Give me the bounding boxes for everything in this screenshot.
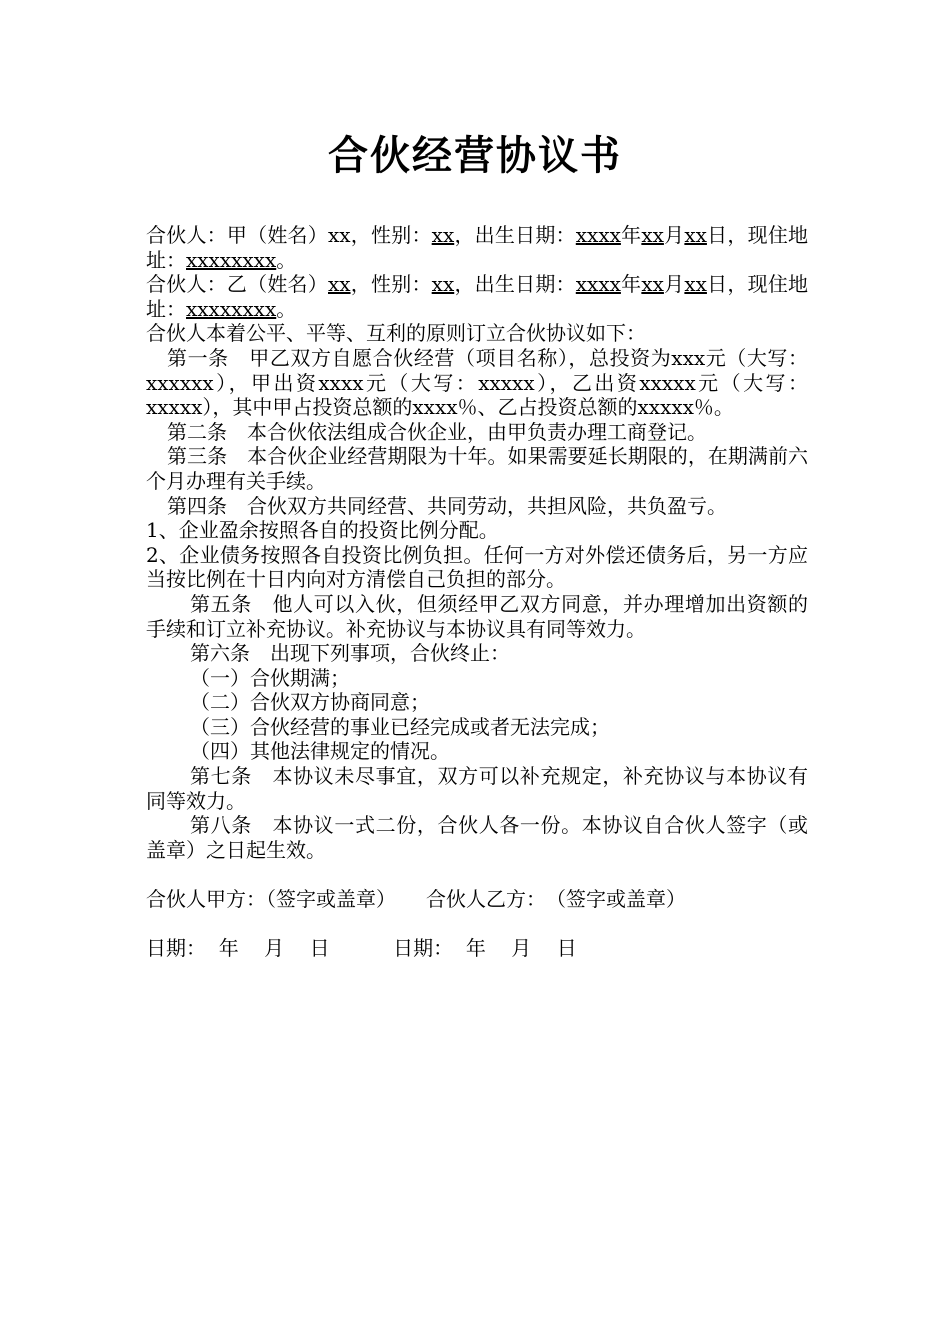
article-8: 第八条 本协议一式二份，合伙人各一份。本协议自合伙人签字（或盖章）之日起生效。: [146, 813, 808, 862]
partner-a-birth-month: xx: [641, 223, 664, 247]
partner-b-name: xx: [328, 272, 351, 297]
article-6-item: （四）其他法律规定的情况。: [190, 739, 450, 764]
partner-a-birth-day: xx: [684, 223, 707, 247]
document-body: [146, 223, 808, 961]
article-1: 第一条 甲乙双方自愿合伙经营（项目名称），总投资为xxx元（大写：xxxxxx），甲出资xxxx元（大写：xxxxx），乙出资xxxxx元（大写：xxxxx），其中甲占投资总额的xxxx％、乙占投资总额的xxxxx％。: [146, 345, 808, 420]
article-5: 第五条 他人可以入伙，但须经甲乙双方同意，并办理增加出资额的手续和订立补充协议。补充协议与本协议具有同等效力。: [146, 591, 808, 641]
partner-a-name: xx: [328, 223, 351, 247]
partner-b-birth-month: xx: [641, 272, 664, 297]
article-4: 第四条 合伙双方共同经营、共同劳动，共担风险，共负盈亏。: [167, 493, 727, 518]
partner-b-birth-year: xxxx: [575, 272, 621, 297]
article-3: 第三条 本合伙企业经营期限为十年。如果需要延长期限的，在期满前六个月办理有关手续。: [146, 444, 808, 493]
article-2: 第二条 本合伙依法组成合伙企业，由甲负责办理工商登记。: [167, 419, 707, 444]
partner-b-info: 合伙人：乙（姓名）xx，性别：xx，出生日期：xxxx年xx月xx日，现住地址：xxxxxxxx。: [146, 272, 809, 321]
article-6: 第六条 出现下列事项，合伙终止：: [190, 641, 510, 666]
partner-a-info: 合伙人：甲（姓名）xx，性别：xx，出生日期：xxxx年xx月xx日，现住地址：xxxxxxxx。: [146, 223, 809, 272]
article-7: 第七条 本协议未尽事宜，双方可以补充规定，补充协议与本协议有同等效力。: [146, 764, 808, 813]
partner-b-birth-day: xx: [684, 272, 707, 297]
article-4-item-2: 2、企业债务按照各自投资比例负担。任何一方对外偿还债务后，另一方应当按比例在十日内向对方清偿自己负担的部分。: [146, 542, 808, 592]
document-title: 合伙经营协议书: [328, 133, 622, 179]
intro-paragraph: 合伙人本着公平、平等、互利的原则订立合伙协议如下：: [146, 321, 646, 346]
spacer: [146, 862, 808, 887]
signature-line: 合伙人甲方：（签字或盖章） 合伙人乙方： （签字或盖章）: [146, 887, 686, 912]
partner-b-gender: xx: [431, 272, 455, 297]
partner-a-birth-year: xxxx: [575, 223, 621, 247]
article-6-item: （三）合伙经营的事业已经完成或者无法完成；: [190, 714, 610, 739]
partner-a-address: xxxxxxxx: [186, 247, 277, 272]
article-6-item: （一）合伙期满；: [190, 665, 350, 690]
article-6-item: （二）合伙双方协商同意；: [190, 690, 430, 715]
partner-a-gender: xx: [431, 223, 455, 247]
article-4-item-1: 1、企业盈余按照各自的投资比例分配。: [146, 518, 499, 543]
partner-b-address: xxxxxxxx: [186, 296, 277, 321]
spacer: [146, 912, 808, 937]
date-line: 日期： 年 月 日 日期： 年 月 日: [146, 936, 577, 961]
